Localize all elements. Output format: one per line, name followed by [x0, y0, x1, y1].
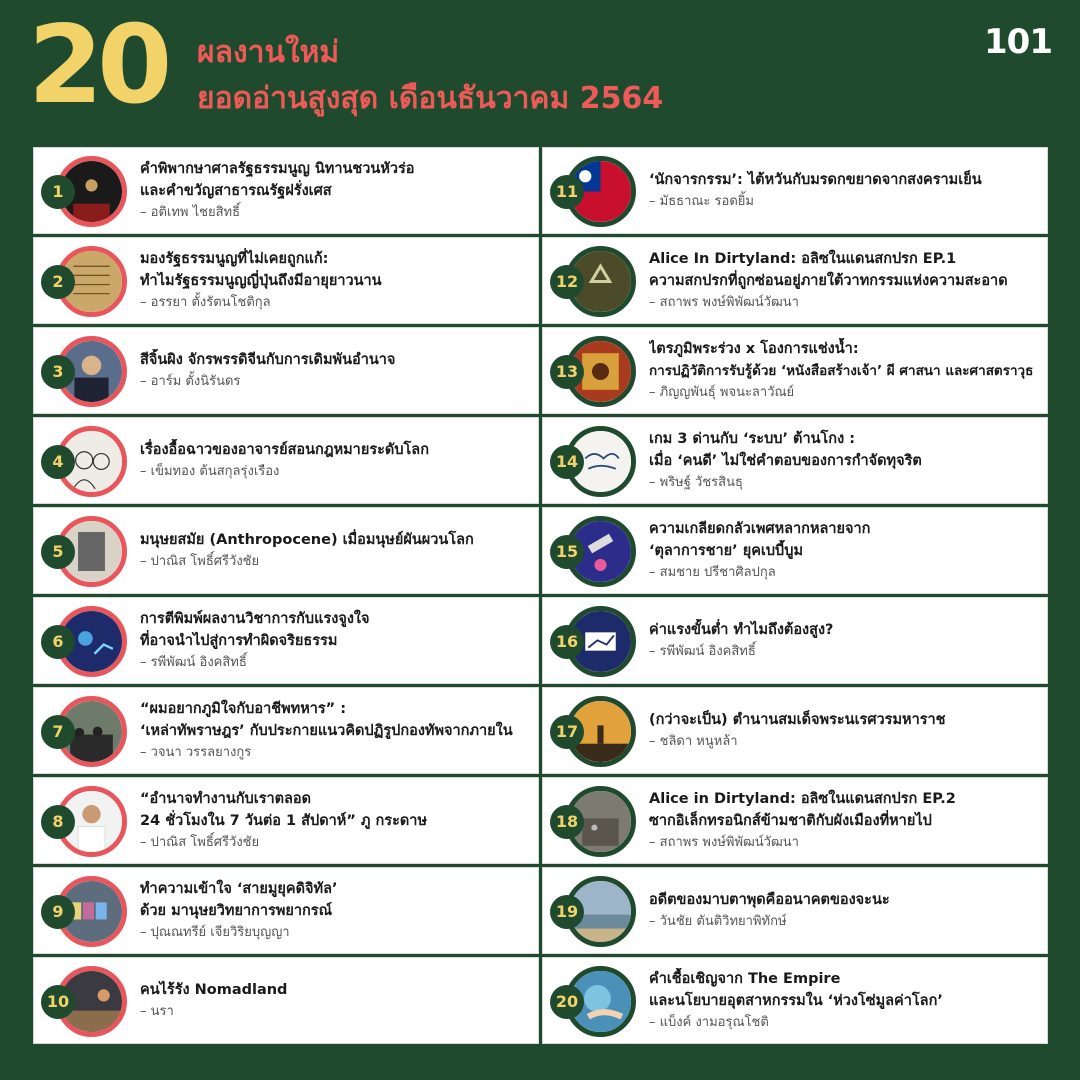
article-author: – ปุณณทรีย์ เจียวิริยบุญญา — [140, 925, 290, 940]
article-title-line-2: และนโยบายอุตสาหกรรมใน ‘ห่วงโซ่มูลค่าโลก’ — [649, 993, 943, 1009]
logo-101: 101 — [984, 22, 1052, 62]
article-text — [140, 508, 534, 593]
page-title — [197, 30, 663, 122]
article-title-line-1: สีจิ้นผิง จักรพรรดิจีนกับการเดิมพันอำนาจ — [140, 352, 396, 368]
rank-number: 20 — [550, 985, 584, 1019]
article-title-line-2: ความสกปรกที่ถูกซ่อนอยู่ภายใต้วาทกรรมแห่งความสะอาด — [649, 273, 1008, 289]
article-card[interactable] — [33, 507, 539, 594]
header — [0, 0, 1080, 145]
article-text — [140, 868, 534, 953]
article-title-line-2: ‘เหล่าทัพราษฎร’ กับประกายแนวคิดปฏิรูปกองทัพจากภายใน — [140, 723, 513, 739]
article-text — [140, 328, 534, 413]
article-title-line-1: ความเกลียดกลัวเพศหลากหลายจาก — [649, 521, 871, 537]
article-title-line-2: และคำขวัญสาธารณรัฐฝรั่งเศส — [140, 183, 332, 199]
article-title-line-1: คำพิพากษาศาลรัฐธรรมนูญ นิทานชวนหัวร่อ — [140, 161, 415, 177]
rank-number: 2 — [41, 265, 75, 299]
article-author: – อติเทพ ไชยสิทธิ์ — [140, 205, 241, 220]
article-title-line-2: เมื่อ ‘คนดี’ ไม่ใช่คำตอบของการกำจัดทุจริต — [649, 453, 922, 469]
rank-number: 1 — [41, 175, 75, 209]
article-card[interactable] — [33, 957, 539, 1044]
article-author: – สถาพร พงษ์พิพัฒน์วัฒนา — [649, 835, 799, 850]
article-author: – ปาณิส โพธิ์ศรีวังชัย — [140, 554, 260, 569]
article-author: – นรา — [140, 1004, 174, 1019]
article-author: – ชลิดา หนูหล้า — [649, 734, 738, 749]
article-card[interactable] — [33, 867, 539, 954]
article-title-line-1: เกม 3 ด่านกับ ‘ระบบ’ ต้านโกง : — [649, 431, 855, 447]
rank-number: 8 — [41, 805, 75, 839]
article-text — [649, 688, 1043, 773]
article-text — [649, 508, 1043, 593]
article-title-line-1: มนุษยสมัย (Anthropocene) เมื่อมนุษย์ผันผวนโลก — [140, 532, 474, 548]
article-card[interactable] — [542, 237, 1048, 324]
article-title-line-1: การตีพิมพ์ผลงานวิชาการกับแรงจูงใจ — [140, 611, 370, 627]
article-title-line-1: “อำนาจทำงานกับเราตลอด — [140, 791, 312, 807]
article-title-line-1: ทำความเข้าใจ ‘สายมูยุคดิจิทัล’ — [140, 881, 338, 897]
article-title-line-1: ‘นักจารกรรม’: ไต้หวันกับมรดกขยาดจากสงครามเย็น — [649, 172, 982, 188]
article-card[interactable] — [542, 957, 1048, 1044]
article-text — [649, 238, 1043, 323]
article-card[interactable] — [542, 417, 1048, 504]
rank-number: 17 — [550, 715, 584, 749]
article-title-line-1: “ผมอยากภูมิใจกับอาชีพทหาร” : — [140, 701, 347, 717]
article-title-line-2: 24 ชั่วโมงใน 7 วันต่อ 1 สัปดาห์” ภู กระดาษ — [140, 813, 428, 829]
article-text — [649, 868, 1043, 953]
rank-number: 19 — [550, 895, 584, 929]
article-card[interactable] — [542, 327, 1048, 414]
article-title-line-1: คนไร้รัง Nomadland — [140, 982, 288, 998]
article-title-line-2: ซากอิเล็กทรอนิกส์ข้ามชาติกับผังเมืองที่หายไป — [649, 813, 932, 829]
big-number: 20 — [28, 3, 167, 128]
article-title-line-1: Alice In Dirtyland: อลิซในแดนสกปรก EP.1 — [649, 251, 957, 267]
rank-number: 11 — [550, 175, 584, 209]
article-title-line-2: การปฏิวัติการรับรู้ด้วย ‘หนังสือสร้างเจ้า’ ผี ศาสนา และศาสตราวุธ — [649, 363, 1034, 379]
article-card[interactable] — [542, 597, 1048, 684]
article-card[interactable] — [542, 777, 1048, 864]
article-card[interactable] — [542, 507, 1048, 594]
article-text — [649, 778, 1043, 863]
article-text — [649, 418, 1043, 503]
rank-number: 14 — [550, 445, 584, 479]
article-card[interactable] — [542, 867, 1048, 954]
article-author: – อรรยา ตั้งรัตนโชติกุล — [140, 295, 271, 310]
rank-number: 13 — [550, 355, 584, 389]
article-title-line-1: ไตรภูมิพระร่วง x โองการแช่งน้ำ: — [649, 341, 859, 357]
article-text — [140, 958, 534, 1043]
article-card[interactable] — [33, 597, 539, 684]
article-text — [140, 778, 534, 863]
article-author: – รพีพัฒน์ อิงคสิทธิ์ — [140, 655, 247, 670]
article-card[interactable] — [33, 327, 539, 414]
article-text — [649, 328, 1043, 413]
rank-number: 15 — [550, 535, 584, 569]
rank-number: 12 — [550, 265, 584, 299]
article-author: – สมชาย ปรีชาศิลปกุล — [649, 565, 776, 580]
article-title-line-1: คำเชื้อเชิญจาก The Empire — [649, 971, 841, 987]
article-card[interactable] — [542, 147, 1048, 234]
article-card[interactable] — [33, 687, 539, 774]
rank-number: 16 — [550, 625, 584, 659]
article-text — [140, 418, 534, 503]
title-line-1: ผลงานใหม่ — [197, 35, 340, 70]
article-author: – วันชัย ตันติวิทยาพิทักษ์ — [649, 914, 787, 929]
article-author: – แบ็งค์ งามอรุณโชติ — [649, 1015, 769, 1030]
article-author: – เข็มทอง ต้นสกุลรุ่งเรือง — [140, 464, 280, 479]
article-title-line-2: ทำไมรัฐธรรมนูญญี่ปุ่นถึงมีอายุยาวนาน — [140, 273, 382, 289]
article-card[interactable] — [542, 687, 1048, 774]
article-text — [649, 148, 1043, 233]
article-author: – พริษฐ์ วัชรสินธุ — [649, 475, 743, 490]
rank-number: 9 — [41, 895, 75, 929]
article-author: – ภิญญพันธุ์ พจนะลาวัณย์ — [649, 385, 795, 400]
article-author: – มัธธาณะ รอดยิ้ม — [649, 194, 754, 209]
article-title-line-1: (กว่าจะเป็น) ตำนานสมเด็จพระนเรศวรมหาราช — [649, 712, 946, 728]
article-title-line-2: ‘ตุลาการชาย’ ยุคเบบี้บูม — [649, 543, 804, 559]
article-card[interactable] — [33, 777, 539, 864]
article-card[interactable] — [33, 237, 539, 324]
article-author: – อาร์ม ตั้งนิรันดร — [140, 374, 241, 389]
article-title-line-1: ค่าแรงขั้นต่ำ ทำไมถึงต้องสูง? — [649, 622, 834, 638]
article-text — [140, 598, 534, 683]
article-title-line-1: มองรัฐธรรมนูญที่ไม่เคยถูกแก้: — [140, 251, 329, 267]
article-title-line-2: ที่อาจนำไปสู่การทำผิดจริยธรรม — [140, 633, 338, 649]
rank-number: 3 — [41, 355, 75, 389]
article-title-line-1: Alice in Dirtyland: อลิซในแดนสกปรก EP.2 — [649, 791, 956, 807]
title-line-2: ยอดอ่านสูงสุด เดือนธันวาคม 2564 — [197, 81, 664, 116]
rank-number: 6 — [41, 625, 75, 659]
article-text — [140, 688, 534, 773]
rank-number: 5 — [41, 535, 75, 569]
article-title-line-1: เรื่องอื้อฉาวของอาจารย์สอนกฎหมายระดับโลก — [140, 442, 429, 458]
article-text — [649, 958, 1043, 1043]
article-author: – สถาพร พงษ์พิพัฒน์วัฒนา — [649, 295, 799, 310]
article-card[interactable] — [33, 147, 539, 234]
article-card[interactable] — [33, 417, 539, 504]
article-title-line-1: อดีตของมาบตาพุดคืออนาคตของจะนะ — [649, 892, 890, 908]
article-text — [140, 238, 534, 323]
article-author: – รพีพัฒน์ อิงคสิทธิ์ — [649, 644, 756, 659]
rank-number: 10 — [41, 985, 75, 1019]
rank-number: 4 — [41, 445, 75, 479]
rank-number: 7 — [41, 715, 75, 749]
article-author: – ปาณิส โพธิ์ศรีวังชัย — [140, 835, 260, 850]
article-text — [140, 148, 534, 233]
article-author: – วจนา วรรลยางกูร — [140, 745, 252, 760]
article-title-line-2: ด้วย มานุษยวิทยาการพยากรณ์ — [140, 903, 333, 919]
rank-number: 18 — [550, 805, 584, 839]
article-text — [649, 598, 1043, 683]
